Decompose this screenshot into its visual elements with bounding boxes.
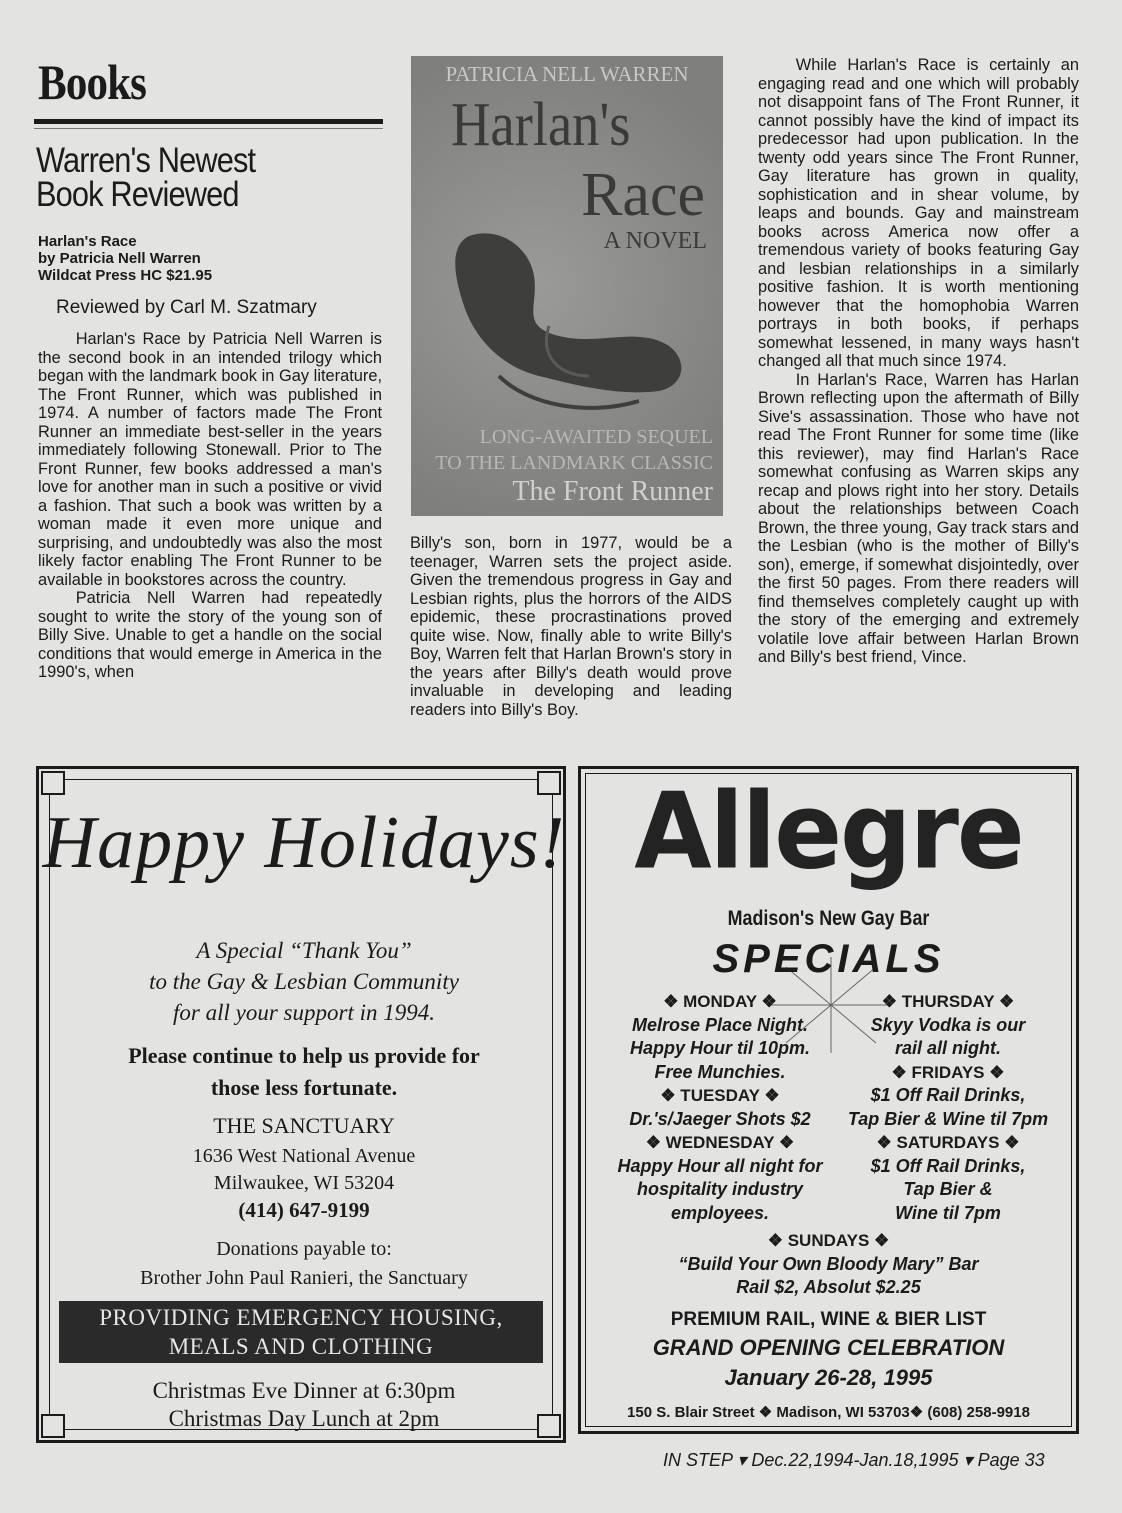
- saturday-line: Tap Bier &: [903, 1179, 993, 1199]
- corner-ornament: [41, 771, 65, 795]
- article-paragraph: Harlan's Race by Patricia Nell Warren is the second book in an intended trilogy which began with the landmark book in Gay literature, The Front Runner, which was published in 1974. A number of factors made The Front Runner an immediate best-seller in the years immediately following Stonewall. Prior to The Front Runner, few books addressed a man's love for another man in such a positive or vivid a fashion. That such a book was written by a woman made it even more unique and surprising, and undoubtedly was also the most likely factor enabling The Front Runner to be available in bookstores across the country.: [38, 330, 382, 589]
- saturday-line: Wine til 7pm: [895, 1202, 1001, 1223]
- banner-line-1: PROVIDING EMERGENCY HOUSING,: [99, 1305, 503, 1330]
- thanks-line-3: for all your support in 1994.: [173, 1000, 435, 1025]
- services-banner: [59, 1301, 543, 1363]
- book-cover-image: [411, 56, 723, 516]
- plea-line-2: those less fortunate.: [210, 1075, 398, 1100]
- section-rule-thin: [34, 128, 383, 129]
- book-info: [38, 233, 212, 284]
- cover-title-line-2: Race: [581, 161, 705, 229]
- tuesday-line: Dr.'s/Jaeger Shots $2: [629, 1108, 811, 1129]
- specials-left-column: [605, 990, 835, 1225]
- article-paragraph: In Harlan's Race, Warren has Harlan Brown reflecting upon the aftermath of Billy Sive's assassination. Those who have not read The Front Runner for some time (like this reviewer), may find Harlan's Race somewhat confusing as Warren skips any recap and plows right into her story. Details about the relationships between Coach Brown, the three young, Gay track stars and the Lesbian (who is the mother of Billy's son), emerge, if somewhat disjointedly, over the first 50 pages. From there readers will find themselves completely caught up with the story of the emerging and extremely volatile love affair between Harlan Brown and Billy's best friend, Vince.: [758, 370, 1079, 666]
- friday-label: ❖ FRIDAYS ❖: [891, 1062, 1005, 1082]
- specials-heading: SPECIALS: [712, 937, 945, 981]
- cover-previous-title: The Front Runner: [512, 476, 713, 507]
- sunday-line: Rail $2, Absolut $2.25: [736, 1277, 921, 1297]
- cover-tagline-1: LONG-AWAITED SEQUEL: [479, 426, 713, 448]
- premium-list: PREMIUM RAIL, WINE & BIER LIST: [670, 1309, 987, 1330]
- book-title: Harlan's Race: [38, 233, 137, 250]
- article-paragraph: Billy's son, born in 1977, would be a teenager, Warren sets the project aside. Given the tremendous progress in Gay and Lesbian rights, plus the horrors of the AIDS epidemic, these procrastinations proved quite wise. Now, finally able to write Billy's Boy, Warren felt that Harlan Brown's story in the years after Billy's death would prove invaluable in developing and leading readers into Billy's Boy.: [410, 534, 732, 719]
- cover-author: PATRICIA NELL WARREN: [445, 62, 689, 86]
- cover-title-line-1: Harlan's: [451, 91, 631, 159]
- christmas-day-lunch: Christmas Day Lunch at 2pm: [168, 1406, 440, 1431]
- article-column-2: [410, 534, 732, 719]
- sanctuary-advertisement: [36, 766, 566, 1443]
- allegre-logo: Allegre: [634, 770, 1023, 893]
- headline-line-2: Book Reviewed: [36, 175, 239, 214]
- bar-tagline: Madison's New Gay Bar: [727, 907, 930, 930]
- banner-line-2: MEALS AND CLOTHING: [168, 1334, 434, 1359]
- monday-label: ❖ MONDAY ❖: [663, 992, 777, 1011]
- cover-subtitle: A NOVEL: [603, 228, 707, 254]
- bar-address: 150 S. Blair Street ❖ Madison, WI 53703❖ (608) 258-9918: [627, 1404, 1030, 1421]
- plea-line-1: Please continue to help us provide for: [128, 1043, 480, 1068]
- thanks-line-1: A Special “Thank You”: [196, 938, 412, 963]
- thursday-line: rail all night.: [894, 1038, 1001, 1058]
- cover-tagline-2: TO THE LANDMARK CLASSIC: [435, 452, 713, 474]
- specials-right-column: [833, 990, 1063, 1225]
- headline-line-1: Warren's Newest: [36, 141, 256, 180]
- sunday-label: ❖ SUNDAYS ❖: [767, 1231, 890, 1250]
- book-publisher: Wildcat Press HC $21.95: [38, 267, 213, 284]
- monday-line: Melrose Place Night.: [631, 1014, 809, 1035]
- running-shoe-illustration: [439, 226, 699, 426]
- allegre-advertisement: [578, 766, 1079, 1434]
- friday-line: Tap Bier & Wine til 7pm: [847, 1108, 1049, 1129]
- wednesday-label: ❖ WEDNESDAY ❖: [645, 1133, 795, 1152]
- page-footer: IN STEP ▾ Dec.22,1994-Jan.18,1995 ▾ Page 33: [663, 1450, 1045, 1470]
- thanks-line-2: to the Gay & Lesbian Community: [149, 969, 459, 994]
- org-phone: (414) 647-9199: [238, 1198, 370, 1222]
- donations-line-1: Donations payable to:: [216, 1238, 392, 1260]
- friday-line: $1 Off Rail Drinks,: [870, 1085, 1026, 1105]
- monday-line: Free Munchies.: [654, 1061, 786, 1082]
- org-name: THE SANCTUARY: [213, 1113, 395, 1138]
- donations-line-2: Brother John Paul Ranieri, the Sanctuary: [140, 1267, 468, 1289]
- thursday-label: ❖ THURSDAY ❖: [881, 992, 1015, 1011]
- grand-opening: GRAND OPENING CELEBRATION: [652, 1335, 1005, 1360]
- holiday-headline: Happy Holidays!: [42, 802, 566, 884]
- sunday-line: “Build Your Own Bloody Mary” Bar: [678, 1253, 979, 1274]
- corner-ornament: [537, 771, 561, 795]
- thursday-line: Skyy Vodka is our: [870, 1014, 1026, 1035]
- saturday-line: $1 Off Rail Drinks,: [870, 1155, 1026, 1176]
- tuesday-label: ❖ TUESDAY ❖: [660, 1086, 780, 1105]
- org-city: Milwaukee, WI 53204: [213, 1172, 395, 1194]
- article-paragraph: While Harlan's Race is certainly an engaging read and one which will probably not disappoint fans of The Front Runner, it cannot possibly have the kind of impact its predecessor had upon publication. In the twenty odd years since The Front Runner, Gay literature has grown in quality, sophistication and in shear volume, by leaps and bounds. Gay and mainstream books across America now offer a tremendous variety of books featuring Gay and lesbian relationships in a similarly positive fashion. It is worth mentioning however that the homophobia Warren portrays in both books, if perhaps somewhat lessened, in many ways hasn't changed all that much since 1974.: [758, 56, 1079, 370]
- wednesday-line: Happy Hour all night for: [617, 1155, 823, 1176]
- book-author: by Patricia Nell Warren: [38, 250, 201, 267]
- grand-opening-dates: January 26-28, 1995: [724, 1365, 933, 1390]
- monday-line: Happy Hour til 10pm.: [629, 1038, 811, 1058]
- article-paragraph: Patricia Nell Warren had repeatedly sought to write the story of the young son of Billy Sive. Unable to get a handle on the social conditions that would emerge in America in the 1990's, when: [38, 589, 382, 681]
- article-column-3: [758, 56, 1079, 667]
- org-street: 1636 West National Avenue: [192, 1145, 416, 1167]
- article-headline: [36, 141, 388, 214]
- article-column-1: [38, 330, 382, 682]
- sunday-special: [581, 1229, 1076, 1300]
- wednesday-line: hospitality industry: [636, 1179, 804, 1199]
- section-title: Books: [38, 54, 147, 110]
- reviewer-byline: Reviewed by Carl M. Szatmary: [56, 297, 317, 318]
- saturday-label: ❖ SATURDAYS ❖: [876, 1133, 1020, 1152]
- section-rule: [34, 119, 383, 124]
- wednesday-line: employees.: [670, 1202, 770, 1223]
- christmas-eve-dinner: Christmas Eve Dinner at 6:30pm: [152, 1378, 456, 1403]
